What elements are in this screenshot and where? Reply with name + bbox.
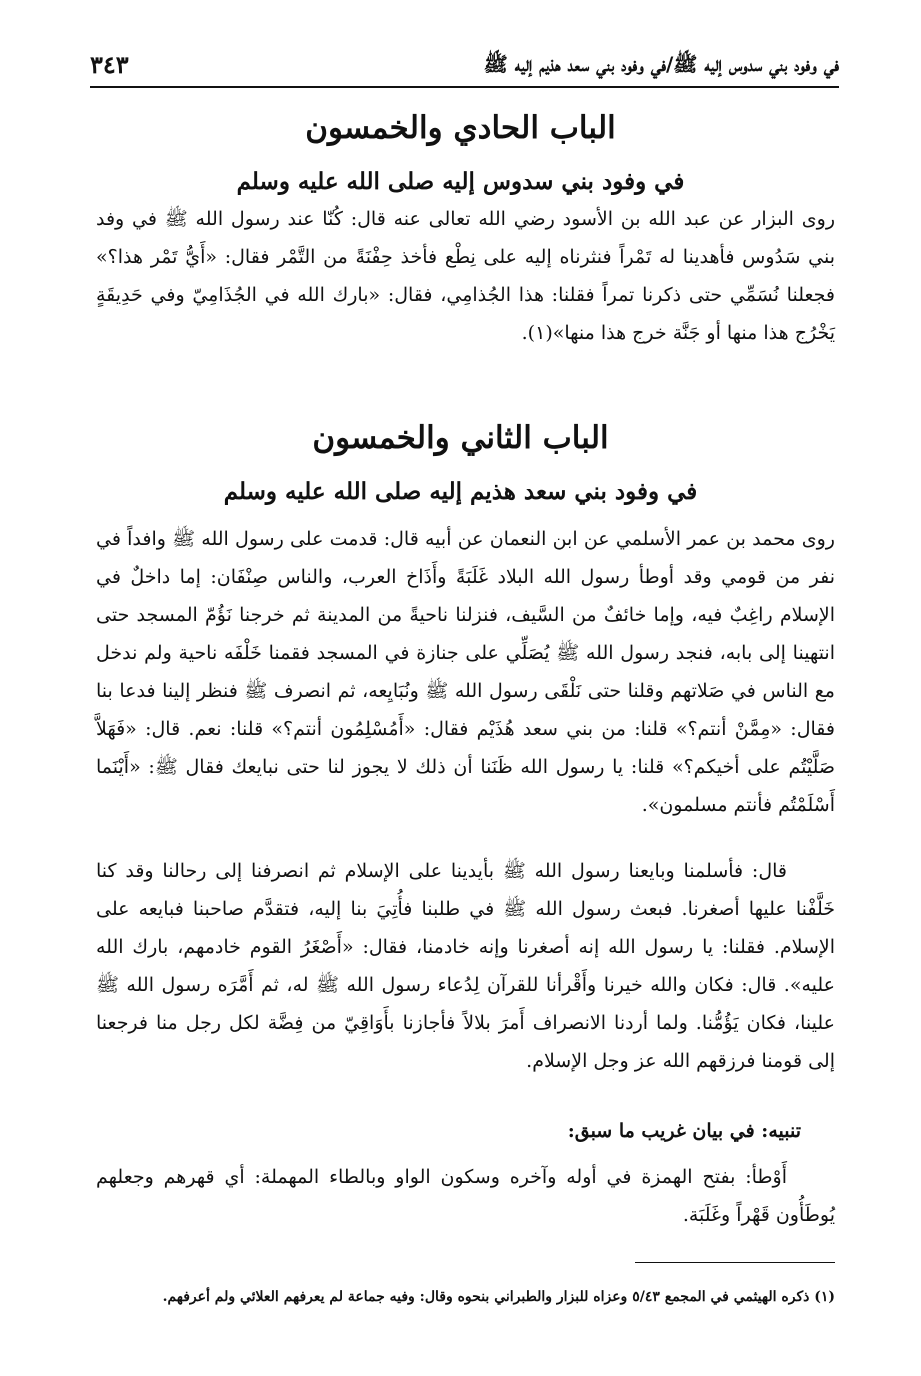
note-text: أَوْطأ: بفتح الهمزة في أوله وآخره وسكون الواو وبالطاء المهملة: أي قهرهم وجعلهم يُوطَأُون قَهْراً وغَلَبَة. xyxy=(96,1166,835,1226)
chapter-51-subtitle: في وفود بني سدوس إليه صلى الله عليه وسلم xyxy=(236,168,685,195)
chapter-52-paragraph-2: قال: فأسلمنا وبايعنا رسول الله ﷺ بأيدينا على الإسلام ثم انصرفنا إلى رحالنا وقد كنا خَلَّفْنا عليها أصغرنا. فبعث رسول الله ﷺ في طلبنا فأُتِيَ بنا إليه، فتقدَّم صاحبنا فبايعه على الإسلام. فقلنا: يا رسول الله إنه أصغرنا وإنه خادمنا، فقال: «أَصْغَرُ القوم خادمهم، بارك الله عليه». قال: فكان والله خيرنا وأَقْرأنا للقرآن لِدُعاء رسول الله ﷺ له، ثم أَمَّرَه رسول الله ﷺ علينا، فكان يَؤُمُّنا. ولما أردنا الانصراف أَمرَ بلالاً فأجازنا بأَوَاقِيّ من فِضَّة لكل رجل منا فرجعنا إلى قومنا فرزقهم الله عز وجل الإسلام. xyxy=(96,860,835,1072)
chapter-52-subtitle: في وفود بني سعد هذيم إليه صلى الله عليه وسلم xyxy=(223,478,698,505)
footnote: (١) ذكره الهيثمي في المجمع ٥/٤٣ وعزاه للبزار والطبراني بنحوه وقال: وفيه جماعة لم يعرفهم العلائي ولم أعرفهم. xyxy=(162,1289,835,1305)
chapter-51-paragraph: روى البزار عن عبد الله بن الأسود رضي الله تعالى عنه قال: كُنّا عند رسول الله ﷺ في وفد بني سَدُوس فأهدينا له تَمْراً فنثرناه إليه على نِطْع فأخذ حِفْنَةً من التَّمْر فقال: «أَيُّ تَمْر هذا؟» فجعلنا نُسَمِّي حتى ذكرنا تمراً فقلنا: هذا الجُذامِي، فقال: «بارك الله في الجُذَامِيّ وفي حَدِيقَةٍ يَخْرُج هذا منها أو جَنَّة خرج هذا منها»(١). xyxy=(96,208,835,344)
note-heading: تنبيه: في بيان غريب ما سبق: xyxy=(567,1120,801,1142)
chapter-51-title: الباب الحادي والخمسون xyxy=(305,110,616,146)
chapter-52-title: الباب الثاني والخمسون xyxy=(312,420,609,456)
page-number: ٣٤٣ xyxy=(90,50,129,79)
running-header xyxy=(90,46,839,88)
footnote-separator xyxy=(635,1262,835,1263)
running-title: في وفود بني سدوس إليه ﷺ/في وفود بني سعد هذيم إليه ﷺ xyxy=(483,52,839,76)
chapter-52-paragraph-1: روى محمد بن عمر الأسلمي عن ابن النعمان عن أبيه قال: قدمت على رسول الله ﷺ وافداً في نفر من قومي وقد أوطأ رسول الله البلاد غَلَبَةً وأَذَاخ العرب، والناس صِنْفَان: إما داخلٌ في الإسلام راغِبٌ فيه، وإما خائفٌ من السَّيف، فنزلنا ناحيةً من المدينة ثم خرجنا نَؤُمّ المسجد حتى انتهينا إلى بابه، فنجد رسول الله ﷺ يُصَلِّي على جنازة في المسجد فقمنا خَلْفَه ناحية ولم ندخل مع الناس في صَلاتهم وقلنا حتى نَلْقَى رسول الله ﷺ ونُبَايِعه، ثم انصرف ﷺ فنظر إلينا فدعا بنا فقال: «مِمَّنْ أنتم؟» قلنا: من بني سعد هُذَيْم فقال: «أَمُسْلِمُون أنتم؟» قلنا: نعم. قال: «فَهَلاَّ صَلَّيْتُم على أخيكم؟» قلنا: يا رسول الله ظَنَنا أن ذلك لا يجوز لنا حتى نبايعك فقال ﷺ: «أَيْنَما أَسْلَمْتُم فأنتم مسلمون». xyxy=(96,528,835,816)
